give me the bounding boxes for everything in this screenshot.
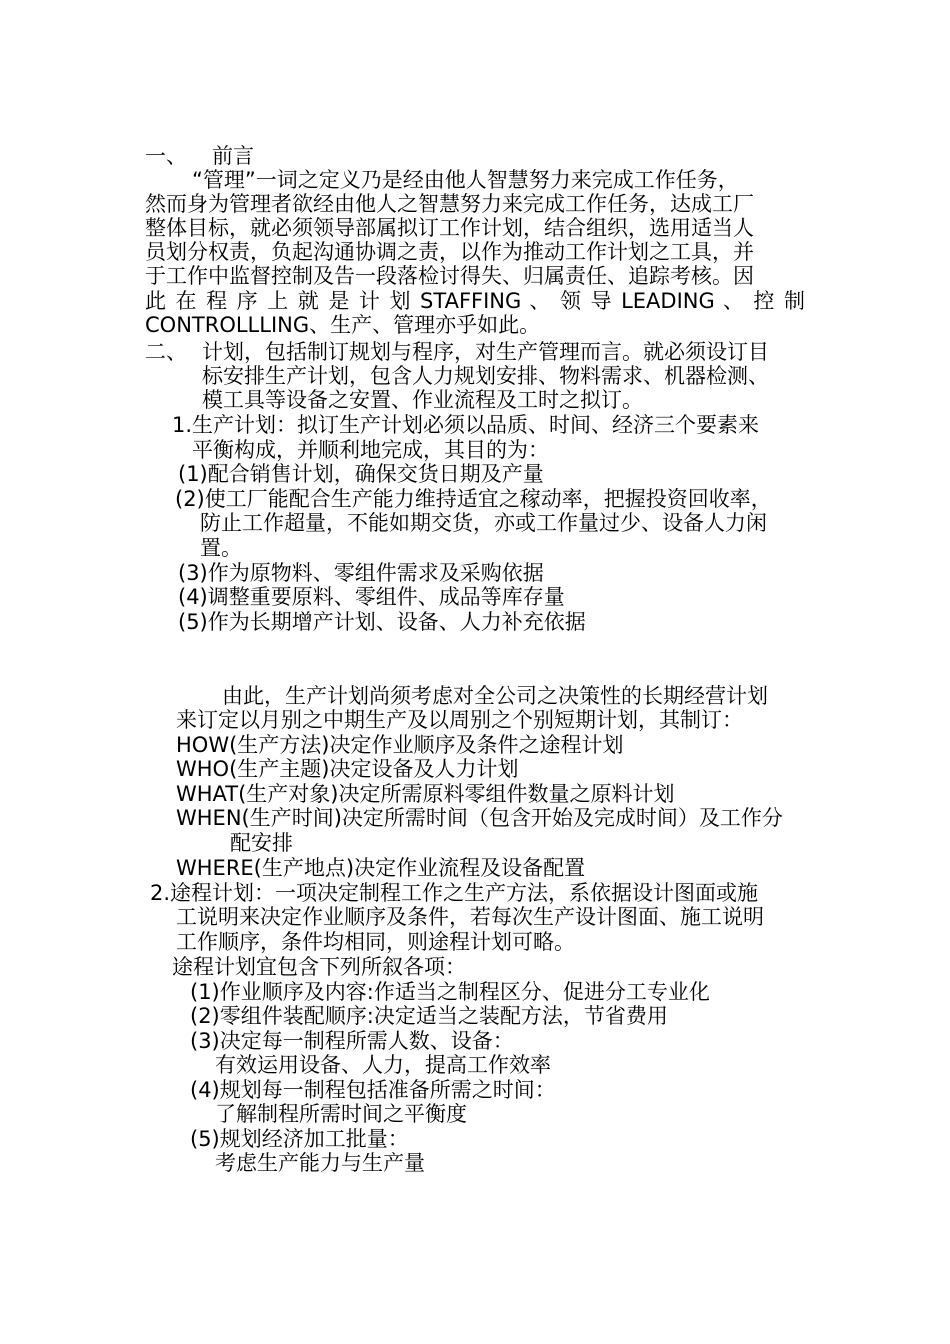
sub-item: (1)作业顺序及内容:作适当之制程区分、促进分工专业化 [190,980,710,1004]
paragraph-line: 然而身为管理者欲经由他人之智慧努力来完成工作任务，达成工厂 [145,192,754,216]
sub-item: 了解制程所需时间之平衡度 [215,1102,467,1126]
section-number: 一、 [145,144,187,168]
paragraph-line: WHEN(生产时间)决定所需时间（包含开始及完成时间）及工作分 [176,806,783,830]
paragraph-line: WHAT(生产对象)决定所需原料零组件数量之原料计划 [176,782,675,806]
sub-item: (4)调整重要原料、零组件、成品等库存量 [178,585,565,609]
sub-item: (2)使工厂能配合生产能力维持适宜之稼动率，把握投资回收率， [175,487,772,511]
paragraph-line: 来订定以月别之中期生产及以周别之个别短期计划，其制订： [176,708,743,732]
paragraph-line: WHO(生产主题)决定设备及人力计划 [176,757,519,781]
paragraph-line: 标安排生产计划，包含人力规划安排、物料需求、机器检测、 [202,364,769,388]
sub-item: (3)决定每一制程所需人数、设备： [190,1029,514,1053]
paragraph-line: “管理”一词之定义乃是经由他人智慧努力来完成工作任务， [192,168,739,192]
paragraph-line: 员划分权责，负起沟通协调之责，以作为推动工作计划之工具，并 [145,240,754,264]
paragraph-line: 配安排 [230,831,293,855]
sub-item: 置。 [200,536,242,560]
list-item: 1.生产计划：拟订生产计划必须以品质、时间、经济三个要素来 [172,413,760,437]
section-title: 前言 [212,144,254,168]
list-item: 工作顺序，条件均相同，则途程计划可略。 [176,930,575,954]
paragraph-line: 模工具等设备之安置、作业流程及工时之拟订。 [202,388,643,412]
sub-item: (1)配合销售计划，确保交货日期及产量 [178,462,544,486]
sub-item: (5)作为长期增产计划、设备、人力补充依据 [178,610,586,634]
sub-item: 防止工作超量，不能如期交货，亦或工作量过少、设备人力闲 [200,511,767,535]
paragraph-line: 由此，生产计划尚须考虑对全公司之决策性的长期经营计划 [222,684,768,708]
paragraph-line: 于工作中监督控制及告一段落检讨得失、归属责任、追踪考核。因 [145,264,754,288]
paragraph-line: WHERE(生产地点)决定作业流程及设备配置 [176,856,586,880]
sub-item: 有效运用设备、人力，提高工作效率 [215,1053,551,1077]
sub-item: (3)作为原物料、零组件需求及采购依据 [178,561,544,585]
list-item: 工说明来决定作业顺序及条件，若每次生产设计图面、施工说明 [176,905,764,929]
sub-item: (2)零组件装配顺序:决定适当之装配方法，节省费用 [190,1004,668,1028]
sub-item: 考虑生产能力与生产量 [215,1151,425,1175]
paragraph-line: 整体目标，就必须领导部属拟订工作计划，结合组织，选用适当人 [145,216,754,240]
sub-item: (4)规划每一制程包括准备所需之时间： [190,1078,556,1102]
list-item: 途程计划宜包含下列所叙各项： [172,955,466,979]
paragraph-line: 计划，包括制订规划与程序，对生产管理而言。就必须设订目 [202,340,769,364]
sub-item: (5)规划经济加工批量： [190,1127,409,1151]
list-item: 平衡构成，并顺利地完成，其目的为： [192,438,549,462]
paragraph-line: HOW(生产方法)决定作业顺序及条件之途程计划 [176,733,624,757]
paragraph-line: CONTROLLLING、生产、管理亦乎如此。 [145,313,541,337]
section-number: 二、 [145,340,187,364]
list-item: 2.途程计划：一项决定制程工作之生产方法，系依据设计图面或施 [150,881,759,905]
paragraph-line: 此 在 程 序 上 就 是 计 划 STAFFING 、 领 导 LEADING 、 控 制 [145,289,805,313]
